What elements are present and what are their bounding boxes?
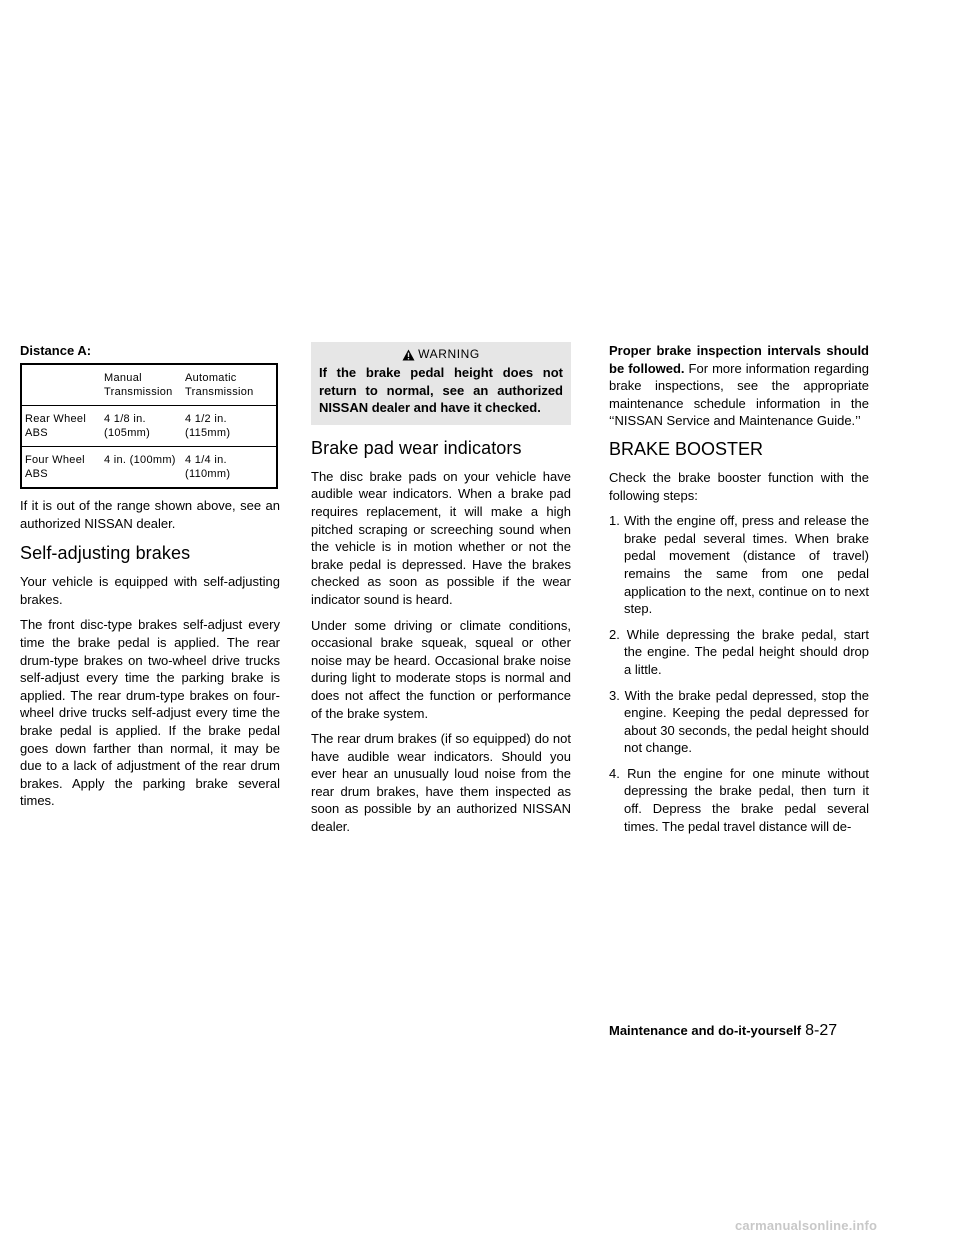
page-number: 8-27 (805, 1022, 838, 1039)
table-cell: Rear Wheel ABS (21, 406, 101, 447)
table-cell: Four Wheel ABS (25, 454, 85, 480)
table-header-cell (21, 364, 101, 406)
table-cell: 4 in. (100mm) (104, 454, 176, 466)
inspection-intervals-paragraph (609, 342, 869, 430)
self-adjusting-heading: Self-adjusting brakes (20, 543, 191, 564)
right-column (609, 342, 869, 843)
inspection-intervals-text: For more information regarding brake inspections, see the appropriate maintenance schedule information in the ‘‘NISSAN Service and Maintenance Guide.’’ (609, 360, 869, 429)
wear-paragraph: The disc brake pads on your vehicle have audible wear indicators. When a brake pad requires replacement, it will make a high pitched scraping or screeching sound when the vehicle is in motion whether or not the brake pedal is depressed. Have the brakes checked as soon as possible if the wear indicator sound is heard. (311, 468, 571, 607)
warning-box (311, 342, 571, 425)
warning-title: WARNING (418, 347, 480, 361)
left-column (20, 342, 280, 818)
self-adjusting-paragraph: Your vehicle is equipped with self-adjusting brakes. (20, 574, 280, 607)
wear-paragraph: Under some driving or climate conditions, occasional brake squeak, squeal or other noise may be heard. Occasional brake noise during light to moderate stops is normal and does not affect the function or performance of the brake system. (311, 617, 571, 721)
list-item: 2. While depressing the brake pedal, start the engine. The pedal height should drop a little. (609, 626, 869, 677)
list-item: 3. With the brake pedal depressed, stop the engine. Keeping the pedal depressed for about 30 seconds, the pedal height should not change. (609, 687, 869, 756)
brake-booster-heading: BRAKE BOOSTER (609, 438, 764, 459)
footer-section-title: Maintenance and do-it-yourself (609, 1023, 802, 1038)
table-cell: 4 1/4 in. (110mm) (185, 454, 231, 480)
brake-booster-intro: Check the brake booster function with the following steps: (609, 469, 869, 503)
inspection-intervals-bold: Proper brake inspection intervals should be followed. (609, 343, 869, 376)
table-cell: 4 1/8 in. (105mm) (101, 406, 182, 447)
list-item: 4. Run the engine for one minute without depressing the brake pedal, then turn it off. Depress the brake pedal several times. The pedal travel distance will de- (609, 765, 869, 834)
table-cell: 4 1/2 in. (115mm) (182, 406, 277, 447)
table-row (21, 406, 277, 447)
wear-indicators-heading: Brake pad wear indicators (311, 437, 522, 458)
out-of-range-note: If it is out of the range shown above, see an authorized NISSAN dealer. (20, 498, 280, 531)
distance-a-label: Distance A: (20, 343, 92, 358)
distance-table (20, 363, 278, 489)
table-row (21, 447, 277, 489)
page-footer (609, 1022, 869, 1040)
warning-text: If the brake pedal height does not return to normal, see an authorized NISSAN dealer and have it checked. (319, 365, 563, 416)
self-adjusting-paragraph: The front disc-type brakes self-adjust every time the brake pedal is applied. The rear drum-type brakes on two-wheel drive trucks self-adjust every time the parking brake is applied. The rear drum-type brakes on four-wheel drive trucks self-adjust every time the brake pedal is applied. If the brake pedal goes down farther than normal, it may be due to a lack of adjustment of the rear drum brakes. Apply the parking brake several times. (20, 617, 280, 809)
table-header-row (21, 364, 277, 406)
middle-column (311, 342, 571, 844)
list-item: 1. With the engine off, press and release the brake pedal several times. When brake pedal movement (distance of travel) remains the same from one pedal application to the next, continue on to next step. (609, 513, 869, 617)
watermark: carmanualsonline.info (735, 1218, 878, 1233)
table-header-cell: Manual Transmission (101, 364, 182, 406)
warning-header (319, 342, 563, 364)
table-header-cell: Automatic Transmission (182, 364, 277, 406)
warning-triangle-icon (402, 347, 418, 361)
booster-steps-list (609, 512, 869, 835)
wear-paragraph: The rear drum brakes (if so equipped) do not have audible wear indicators. Should you ever hear an unusually loud noise from the rear drum brakes, have them inspected as soon as possible by an authorized NISSAN dealer. (311, 731, 571, 835)
